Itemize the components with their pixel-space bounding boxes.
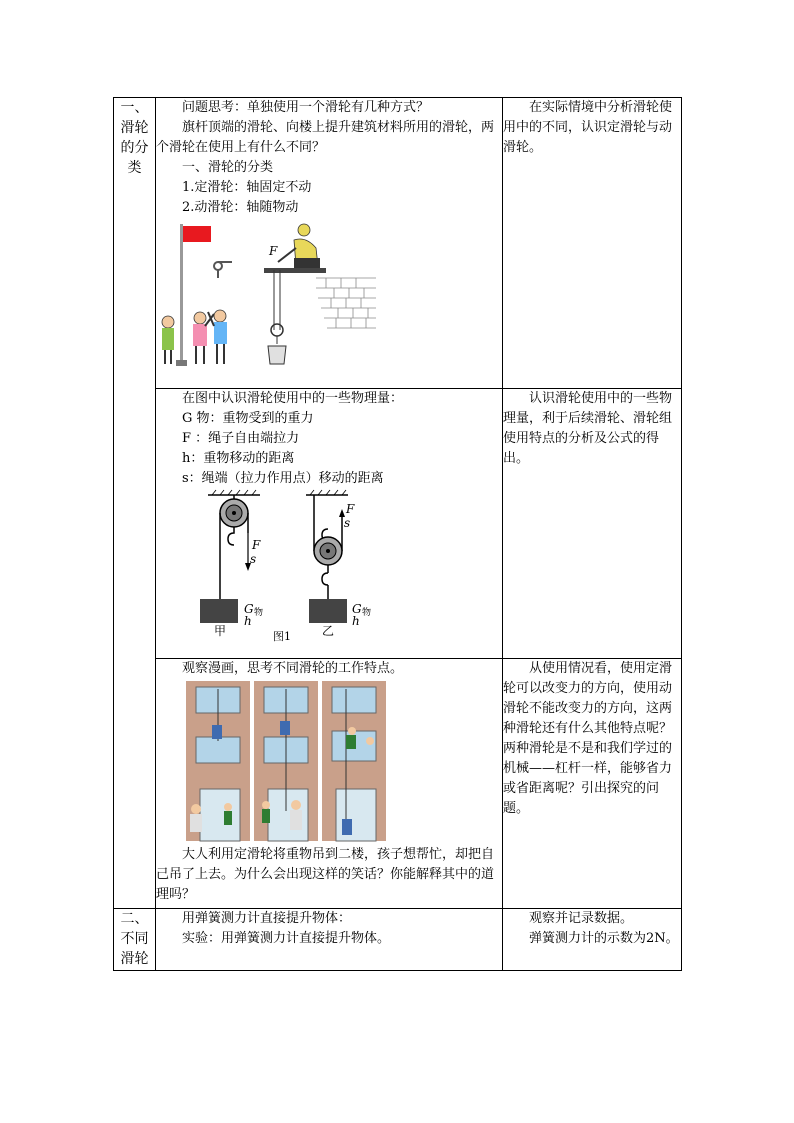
row1-note: 在实际情境中分析滑轮使用中的不同，认识定滑轮与动滑轮。 <box>503 100 673 155</box>
left-G-sub: 物 <box>254 608 264 618</box>
row-cartoon <box>114 659 682 909</box>
row4-note-1: 观察并记录数据。 <box>529 911 634 926</box>
right-h-label: h <box>352 614 360 628</box>
left-h-label: h <box>244 614 252 628</box>
left-caption: 甲 <box>214 624 227 638</box>
right-F-label: F <box>346 502 355 516</box>
row2-G: G 物：重物受到的重力 <box>182 411 314 426</box>
panel-3 <box>322 681 386 841</box>
row4-line1: 用弹簧测力计直接提升物体： <box>182 911 352 926</box>
left-s-label: s <box>250 552 257 566</box>
row3-intro: 观察漫画，思考不同滑轮的工作特点。 <box>182 661 404 676</box>
row2-note: 认识滑轮使用中的一些物理量，利于后续滑轮、滑轮组使用特点的分析及公式的得出。 <box>503 391 673 466</box>
row1-heading: 一、滑轮的分类 <box>182 160 274 175</box>
row2-h: h：重物移动的距离 <box>182 451 295 466</box>
row4-main <box>156 909 503 971</box>
panel-2 <box>254 681 318 841</box>
left-G-label: G <box>244 602 254 616</box>
row1-main <box>156 98 503 389</box>
panel-1 <box>186 681 250 841</box>
row3-note-cell <box>503 659 682 909</box>
cartoon-illustration <box>156 681 491 845</box>
row1-question: 问题思考：单独使用一个滑轮有几种方式？ <box>182 100 430 115</box>
row2-F: F ：绳子自由端拉力 <box>182 431 300 446</box>
right-G-sub: 物 <box>362 608 372 618</box>
left-F-label: F <box>252 538 261 552</box>
row-pulley-types <box>114 98 682 389</box>
row-physical-quantities <box>114 389 682 659</box>
row2-intro: 在图中认识滑轮使用中的一些物理量： <box>182 391 404 406</box>
section-cell-2 <box>114 909 156 971</box>
right-caption: 乙 <box>322 624 335 638</box>
row4-note-cell <box>503 909 682 971</box>
flagpole-worker-figure <box>156 218 502 371</box>
row3-note: 从使用情况看，使用定滑轮可以改变力的方向，使用动滑轮不能改变力的方向，这两种滑轮还有什么其他特点呢？两种滑轮是不是和我们学过的机械——杠杆一样，能够省力或省距离呢？引出探究的问题。 <box>503 661 673 816</box>
pulley-diagram-figure <box>156 489 502 647</box>
row3-question: 大人利用定滑轮将重物吊到二楼，孩子想帮忙，却把自己吊了上去。为什么会出现这样的笑话？你能解释其中的道理吗？ <box>156 847 495 902</box>
figure-caption: 图1 <box>273 630 291 643</box>
cartoon-figure <box>156 681 502 845</box>
row2-s: s：绳端（拉力作用点）移动的距离 <box>182 471 384 486</box>
right-G-label: G <box>352 602 362 616</box>
section-label-1: 一、 滑轮 的分 类 <box>120 100 149 176</box>
worker-group <box>264 224 376 364</box>
row4-note-2: 弹簧测力计的示数为2N。 <box>529 931 679 946</box>
row1-movable-pulley: 2.动滑轮：轴随物动 <box>182 200 299 215</box>
kids-group <box>162 310 227 364</box>
row4-line2: 实验：用弹簧测力计直接提升物体。 <box>182 931 391 946</box>
right-s-label: s <box>344 516 351 530</box>
row1-fixed-pulley: 1.定滑轮：轴固定不动 <box>182 180 312 195</box>
section-label-2: 二、 不同 滑轮 <box>120 911 149 967</box>
section-cell-1 <box>114 98 156 909</box>
row1-paragraph: 旗杆顶端的滑轮、向楼上提升建筑材料所用的滑轮，两个滑轮在使用上有什么不同？ <box>156 120 495 155</box>
force-label-F: F <box>269 244 278 258</box>
flagpole-worker-illustration <box>156 218 491 371</box>
lesson-table <box>113 97 682 971</box>
row1-note-cell <box>503 98 682 389</box>
row2-main <box>156 389 503 659</box>
row2-note-cell <box>503 389 682 659</box>
row-spring-scale <box>114 909 682 971</box>
row3-main <box>156 659 503 909</box>
